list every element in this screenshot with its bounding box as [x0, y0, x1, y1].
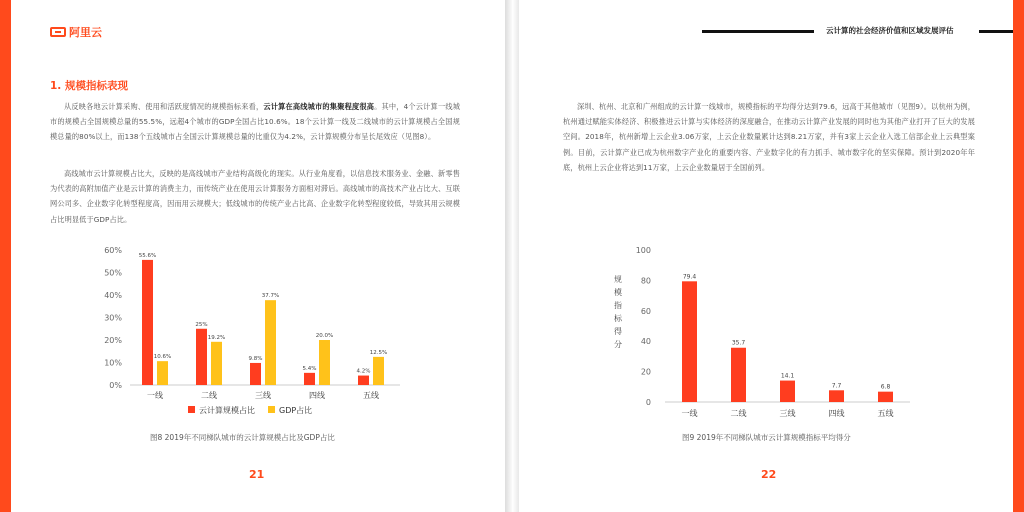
bar-data-label: 4.2% [356, 368, 371, 375]
bar-data-label: 55.6% [138, 252, 157, 259]
left-edge-bar [0, 0, 11, 512]
bar-data-label: 7.7 [831, 382, 842, 390]
y-axis-label-char: 分 [614, 340, 622, 349]
left-paragraph-2: 高线城市云计算规模占比大，反映的是高线城市产业结构高级化的现实。从行业角度看，以信息技术服务业、金融、新零售为代表的高附加值产业是云计算的消费主力，而传统产业在使用云计算服务方面相对滞后。高线城市的高技术产业占比大、互联网公司多、企业数字化转型程度高，因而用云规模大；低线城市的传统产业占比高、企业数字化转型程度较低，导致其用云规模占比明显低于GDP占比。 [50, 169, 460, 224]
y-tick-label: 20% [104, 336, 122, 345]
y-tick-label: 80 [640, 276, 651, 286]
y-tick-label: 40 [640, 337, 651, 347]
bar-data-label: 5.4% [302, 365, 317, 372]
x-tick-label: 四线 [309, 391, 325, 400]
x-tick-label: 五线 [877, 409, 894, 418]
logo-text: 阿里云 [69, 26, 102, 39]
bar-data-label: 19.2% [207, 334, 226, 341]
y-tick-label: 0% [109, 381, 122, 390]
right-paragraph-1: 深圳、杭州、北京和广州组成的云计算一线城市，规模指标的平均得分达到79.6，远高于其他城市（见图9）。以杭州为例，杭州通过赋能实体经济、积极推进云计算与实体经济的深度融合，在推动云计算产业发展的同时也为其他产业打开了巨大的发展空间。2018年，杭州新增上云企业3.06万家，上云企业数量累计达到8.21万家，并有3家上云企业入选工信部企业上云典型案例。目前，云计算产业已成为杭州数字产业化的重要内容、产业数字化的有力抓手、城市数字化的坚实保障。预计到2020年年底，杭州上云企业将达到11万家，上云企业数量居于全国前列。 [563, 102, 975, 172]
page-number-left: 21 [249, 468, 265, 481]
x-tick-label: 一线 [681, 409, 698, 418]
chart-fig9 [600, 240, 930, 425]
x-tick-label: 二线 [201, 391, 217, 400]
x-tick-label: 三线 [255, 391, 271, 400]
bar-data-label: 10.6% [153, 354, 172, 361]
bar [157, 361, 168, 385]
bar [358, 376, 369, 385]
y-tick-label: 10% [104, 358, 122, 368]
x-tick-label: 四线 [828, 409, 845, 418]
y-tick-label: 30% [104, 313, 122, 323]
chart-fig8 [95, 240, 415, 425]
right-edge-bar [1013, 0, 1024, 512]
y-axis-label-char: 模 [614, 288, 622, 297]
header-line-right [979, 30, 1013, 33]
bar [373, 357, 384, 385]
x-tick-label: 二线 [730, 409, 747, 418]
bar-data-label: 25% [195, 321, 208, 328]
y-tick-label: 20 [640, 367, 651, 377]
bar [265, 300, 276, 385]
section-title: 1. 规模指标表现 [50, 80, 128, 92]
bar-data-label: 14.1 [780, 372, 795, 380]
legend-swatch [188, 406, 195, 413]
header-title: 云计算的社会经济价值和区域发展评估 [826, 26, 954, 35]
aliyun-logo-icon [50, 27, 66, 37]
bar-data-label: 6.8 [880, 383, 891, 391]
y-tick-label: 40% [104, 291, 122, 300]
x-tick-label: 一线 [147, 391, 163, 400]
bar [250, 363, 261, 385]
bar-data-label: 79.4 [682, 273, 697, 281]
legend-swatch [268, 406, 275, 413]
bar [211, 342, 222, 385]
book-spine [505, 0, 519, 512]
y-tick-label: 60% [104, 246, 122, 255]
bar [731, 348, 746, 402]
bar-data-label: 37.7% [261, 293, 280, 300]
y-axis-label-char: 指 [614, 301, 622, 310]
bar-data-label: 9.8% [248, 355, 263, 362]
y-tick-label: 100 [635, 246, 651, 255]
bar-data-label: 12.5% [369, 349, 388, 356]
y-axis-label-char: 标 [614, 314, 622, 323]
left-paragraph-1-text: 从反映各地云计算采购、使用和活跃度情况的规模指标来看， [64, 102, 264, 111]
left-paragraph-1-rest: 。其中，4个云计算一线城市的规模占全国规模总量的55.5%，远超4个城市的GDP全国占比10.6%。18个云计算一线及二线城市的云计算规模占全国规模总量的80%以上，而138个五线城市占全国云计算规模总量的比重仅为4.2%，云计算规模分布呈长尾效应（见图8）。 [50, 102, 460, 142]
legend-label: 云计算规模占比 [199, 406, 255, 415]
bar [682, 281, 697, 402]
x-tick-label: 五线 [363, 391, 379, 400]
bar [142, 260, 153, 385]
header-line-left [702, 30, 814, 33]
bar [196, 329, 207, 385]
page-number-right: 22 [761, 468, 777, 481]
bar [304, 373, 315, 385]
fig8-caption: 图8 2019年不同梯队城市的云计算规模占比及GDP占比 [150, 433, 335, 442]
y-axis-label-char: 规 [614, 275, 622, 284]
y-tick-label: 60 [640, 306, 651, 316]
bar [878, 392, 893, 402]
left-paragraph-1 [50, 99, 460, 145]
aliyun-logo [50, 24, 102, 40]
bar-data-label: 20.0% [315, 333, 334, 339]
legend-label: GDP占比 [279, 406, 313, 415]
left-paragraph-1-bold: 云计算在高线城市的集聚程度很高 [263, 102, 375, 111]
bar [319, 340, 330, 385]
bar [829, 390, 844, 402]
y-tick-label: 50% [104, 268, 122, 278]
y-tick-label: 0 [645, 398, 651, 407]
x-tick-label: 三线 [779, 409, 796, 418]
y-axis-label-char: 得 [614, 327, 622, 336]
bar-data-label: 35.7 [731, 339, 746, 347]
fig9-caption: 图9 2019年不同梯队城市云计算规模指标平均得分 [682, 433, 851, 442]
bar [780, 381, 795, 402]
